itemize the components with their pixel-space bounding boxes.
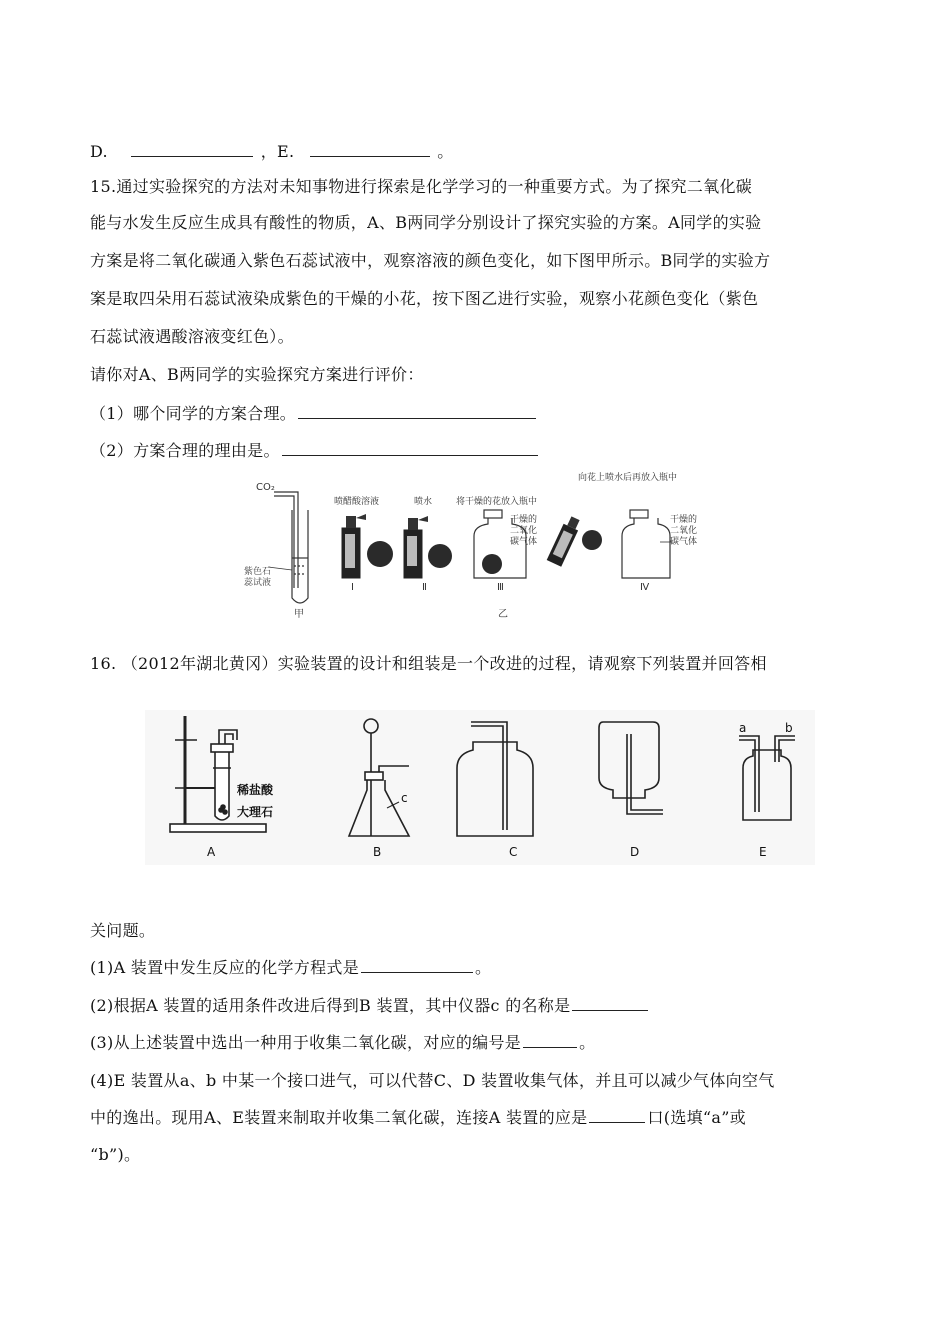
dry-co2-b-2: 二氧化 bbox=[670, 526, 698, 536]
q16-q4-line-3: “b”)。 bbox=[90, 1145, 141, 1164]
label-e: E bbox=[759, 845, 767, 859]
q14-answer-line bbox=[90, 141, 454, 163]
litmus-label-1: 紫色石 bbox=[244, 567, 272, 577]
spray-acid-label: 喷醋酸溶液 bbox=[334, 497, 380, 507]
q14-e-label: ，E. bbox=[260, 142, 295, 161]
q15-prompt: 请你对A、B两同学的实验探究方案进行评价： bbox=[90, 365, 424, 384]
marble-label: 大理石 bbox=[237, 805, 274, 819]
numeral-1: Ⅰ bbox=[351, 582, 354, 593]
q16-line-1: 16. （2012年湖北黄冈）实验装置的设计和组装是一个改进的过程，请观察下列装置并回答相 bbox=[90, 654, 767, 673]
q15-line-3: 方案是将二氧化碳通入紫色石蕊试液中，观察溶液的颜色变化，如下图甲所示。B同学的实验方 bbox=[90, 251, 771, 270]
numeral-4: Ⅳ bbox=[640, 582, 650, 593]
spray-water-label: 喷水 bbox=[414, 497, 433, 507]
jia-label: 甲 bbox=[294, 609, 304, 620]
q14-d-blank[interactable] bbox=[131, 142, 253, 157]
q15-sub2-blank[interactable] bbox=[282, 441, 538, 456]
dry-co2-a-1: 干燥的 bbox=[510, 515, 538, 525]
test-tube-apparatus bbox=[268, 492, 308, 603]
q16-q4-line-2 bbox=[90, 1107, 746, 1129]
q15-line-4: 案是取四朵用石蕊试液染成紫色的干燥的小花，按下图乙进行实验，观察小花颜色变化（紫色 bbox=[90, 289, 759, 308]
q14-d-label: D. bbox=[90, 142, 108, 161]
co2-label: CO₂ bbox=[256, 482, 275, 493]
put-dry-label: 将干燥的花放入瓶中 bbox=[456, 497, 538, 507]
numeral-3: Ⅲ bbox=[497, 582, 504, 593]
q15-sub2 bbox=[90, 440, 540, 462]
q16-q4-choice: 口(选填“a”或 bbox=[647, 1108, 747, 1127]
label-d: D bbox=[630, 845, 640, 859]
spray-then-put-label: 向花上喷水后再放入瓶中 bbox=[578, 473, 678, 483]
hcl-label: 稀盐酸 bbox=[237, 783, 274, 797]
q15-line-2: 能与水发生反应生成具有酸性的物质，A、B两同学分别设计了探究实验的方案。A同学的实验 bbox=[90, 213, 762, 232]
q16-q4-text: 中的逸出。现用A、E装置来制取并收集二氧化碳，连接A 装置的应是 bbox=[90, 1108, 588, 1127]
q16-q3-end: 。 bbox=[579, 1033, 596, 1052]
q15-line-1: 15.通过实验探究的方法对未知事物进行探索是化学学习的一种重要方式。为了探究二氧化碳 bbox=[90, 177, 753, 196]
yi-label: 乙 bbox=[498, 609, 508, 620]
q14-e-blank[interactable] bbox=[310, 142, 430, 157]
q16-q2-text: (2)根据A 装置的适用条件改进后得到B 装置，其中仪器c 的名称是 bbox=[90, 996, 571, 1015]
a-label: a bbox=[739, 721, 747, 735]
gas-jar-4 bbox=[622, 510, 672, 578]
q15-sub1 bbox=[90, 403, 538, 425]
dry-co2-b-1: 干燥的 bbox=[670, 515, 698, 525]
q16-q4-line-1: (4)E 装置从a、b 中某一个接口进气，可以代替C、D 装置收集气体，并且可以减少气体向空气 bbox=[90, 1071, 775, 1090]
spray-bottle-acid bbox=[342, 514, 366, 578]
q16-q2-blank[interactable] bbox=[572, 996, 648, 1011]
q16-line-2: 关问题。 bbox=[90, 921, 156, 940]
flower-4 bbox=[582, 530, 602, 550]
q16-apparatus-figure bbox=[145, 710, 815, 865]
litmus-label-2: 蕊试液 bbox=[244, 578, 272, 588]
q16-q1-end: 。 bbox=[475, 958, 492, 977]
dry-co2-a-3: 碳气体 bbox=[510, 537, 538, 547]
c-label: c bbox=[401, 791, 408, 805]
q16-q1-text: (1)A 装置中发生反应的化学方程式是 bbox=[90, 958, 360, 977]
q16-q1 bbox=[90, 957, 491, 979]
q16-q3-text: (3)从上述装置中选出一种用于收集二氧化碳，对应的编号是 bbox=[90, 1033, 522, 1052]
dry-co2-a-2: 二氧化 bbox=[510, 526, 538, 536]
q15-line-5: 石蕊试液遇酸溶液变红色）。 bbox=[90, 327, 294, 346]
label-c: C bbox=[509, 845, 518, 859]
flower-3 bbox=[482, 554, 502, 574]
dry-co2-b-3: 碳气体 bbox=[670, 537, 698, 547]
spray-bottle-water bbox=[404, 516, 428, 578]
q15-sub2-text: （2）方案合理的理由是。 bbox=[90, 441, 280, 460]
q14-end: 。 bbox=[437, 142, 454, 161]
flower-1 bbox=[367, 541, 393, 567]
q15-sub1-blank[interactable] bbox=[298, 404, 536, 419]
q15-sub1-text: （1）哪个同学的方案合理。 bbox=[90, 404, 297, 423]
q16-q1-blank[interactable] bbox=[361, 958, 473, 973]
b-label: b bbox=[785, 721, 793, 735]
flower-2 bbox=[428, 544, 452, 568]
q16-q3 bbox=[90, 1032, 595, 1054]
spray-bottle-3 bbox=[547, 515, 583, 567]
label-a: A bbox=[207, 845, 216, 859]
q16-q4-blank[interactable] bbox=[589, 1108, 645, 1123]
q16-q3-blank[interactable] bbox=[523, 1033, 577, 1048]
label-b: B bbox=[373, 845, 382, 859]
numeral-2: Ⅱ bbox=[422, 582, 427, 593]
q16-q2 bbox=[90, 995, 650, 1017]
q15-experiment-figure bbox=[230, 470, 710, 620]
